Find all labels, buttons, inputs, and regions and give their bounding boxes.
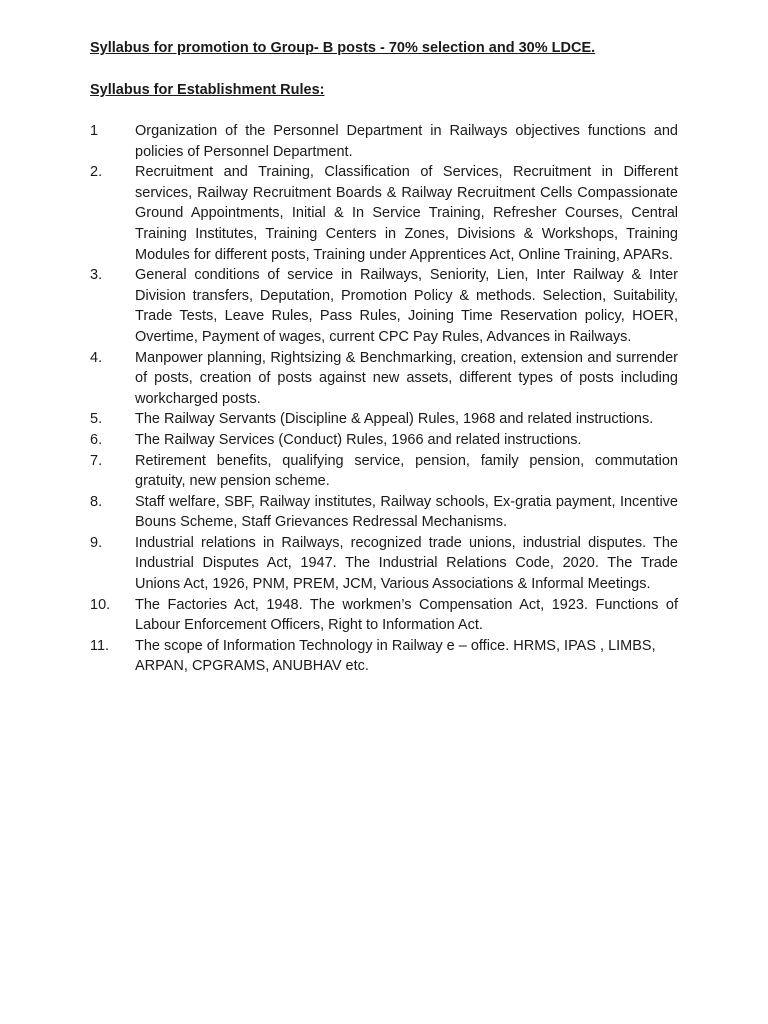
list-item-text: The Railway Services (Conduct) Rules, 1966 and related instructions. <box>135 431 582 448</box>
list-item <box>90 595 678 636</box>
list-item-text: The Railway Servants (Discipline & Appeal) Rules, 1968 and related instructions. <box>135 411 654 428</box>
list-item-text: Manpower planning, Rightsizing & Benchmarking, creation, extension and surrender of posts, creation of posts against new assets, different types of posts including workcharged posts. <box>135 349 678 407</box>
list-item-number: 7. <box>90 452 103 469</box>
list-item-number: 5. <box>90 411 103 428</box>
section-heading: Syllabus for Establishment Rules: <box>90 82 325 98</box>
list-item <box>90 348 678 410</box>
list-item <box>90 162 678 265</box>
list-item-text: Industrial relations in Railways, recognized trade unions, industrial disputes. The Industrial Disputes Act, 1947. The Industrial Relations Code, 2020. The Trade Unions Act, 1926, PNM, PREM, JCM, Various Associations & Informal Meetings. <box>135 534 678 593</box>
list-item-number: 4. <box>90 349 103 366</box>
list-item-text: General conditions of service in Railways, Seniority, Lien, Inter Railway & Inter Division transfers, Deputation, Promotion Policy & methods. Selection, Suitability, Trade Tests, Leave Rules, Pass Rules, Joining Time Reservation policy, HOER, Overtime, Payment of wages, current CPC Pay Rules, Advances in Railways. <box>135 267 678 345</box>
list-item-text: Retirement benefits, qualifying service, pension, family pension, commutation gratuity, new pension scheme. <box>135 452 678 490</box>
list-item <box>90 533 678 595</box>
list-item <box>90 451 678 492</box>
list-item-number: 8. <box>90 493 103 510</box>
list-item-text: Recruitment and Training, Classification of Services, Recruitment in Different services, Railway Recruitment Boards & Railway Recruitment Cells Compassionate Ground Appointments, Initial & In Service Training, Refresher Courses, Central Training Institutes, Training Centers in Zones, Divisions & Workshops, Training Modules for different posts, Training under Apprentices Act, Online Training, APARs. <box>135 164 678 263</box>
list-item-number: 10. <box>90 596 111 613</box>
list-item-number: 3. <box>90 267 103 284</box>
document-title: Syllabus for promotion to Group- B posts - 70% selection and 30% LDCE. <box>90 40 596 56</box>
list-item-number: 11. <box>90 637 110 654</box>
list-item <box>90 636 678 677</box>
list-item <box>90 430 678 451</box>
syllabus-list <box>90 121 678 677</box>
list-item-number: 2. <box>90 164 103 181</box>
list-item-text: Staff welfare, SBF, Railway institutes, Railway schools, Ex-gratia payment, Incentive Bouns Scheme, Staff Grievances Redressal Mechanisms. <box>135 493 678 531</box>
list-item-text: The scope of Information Technology in Railway e – office. HRMS, IPAS , LIMBS, ARPAN, CPGRAMS, ANUBHAV etc. <box>135 637 656 675</box>
list-item-number: 6. <box>90 431 103 448</box>
list-item-number: 1 <box>90 123 99 139</box>
list-item <box>90 121 678 162</box>
list-item-text: The Factories Act, 1948. The workmen’s Compensation Act, 1923. Functions of Labour Enforcement Officers, Right to Information Act. <box>135 596 678 634</box>
list-item <box>90 492 678 533</box>
list-item <box>90 409 678 430</box>
list-item-text: Organization of the Personnel Department in Railways objectives functions and policies of Personnel Department. <box>135 123 678 160</box>
list-item <box>90 265 678 347</box>
list-item-number: 9. <box>90 534 103 551</box>
